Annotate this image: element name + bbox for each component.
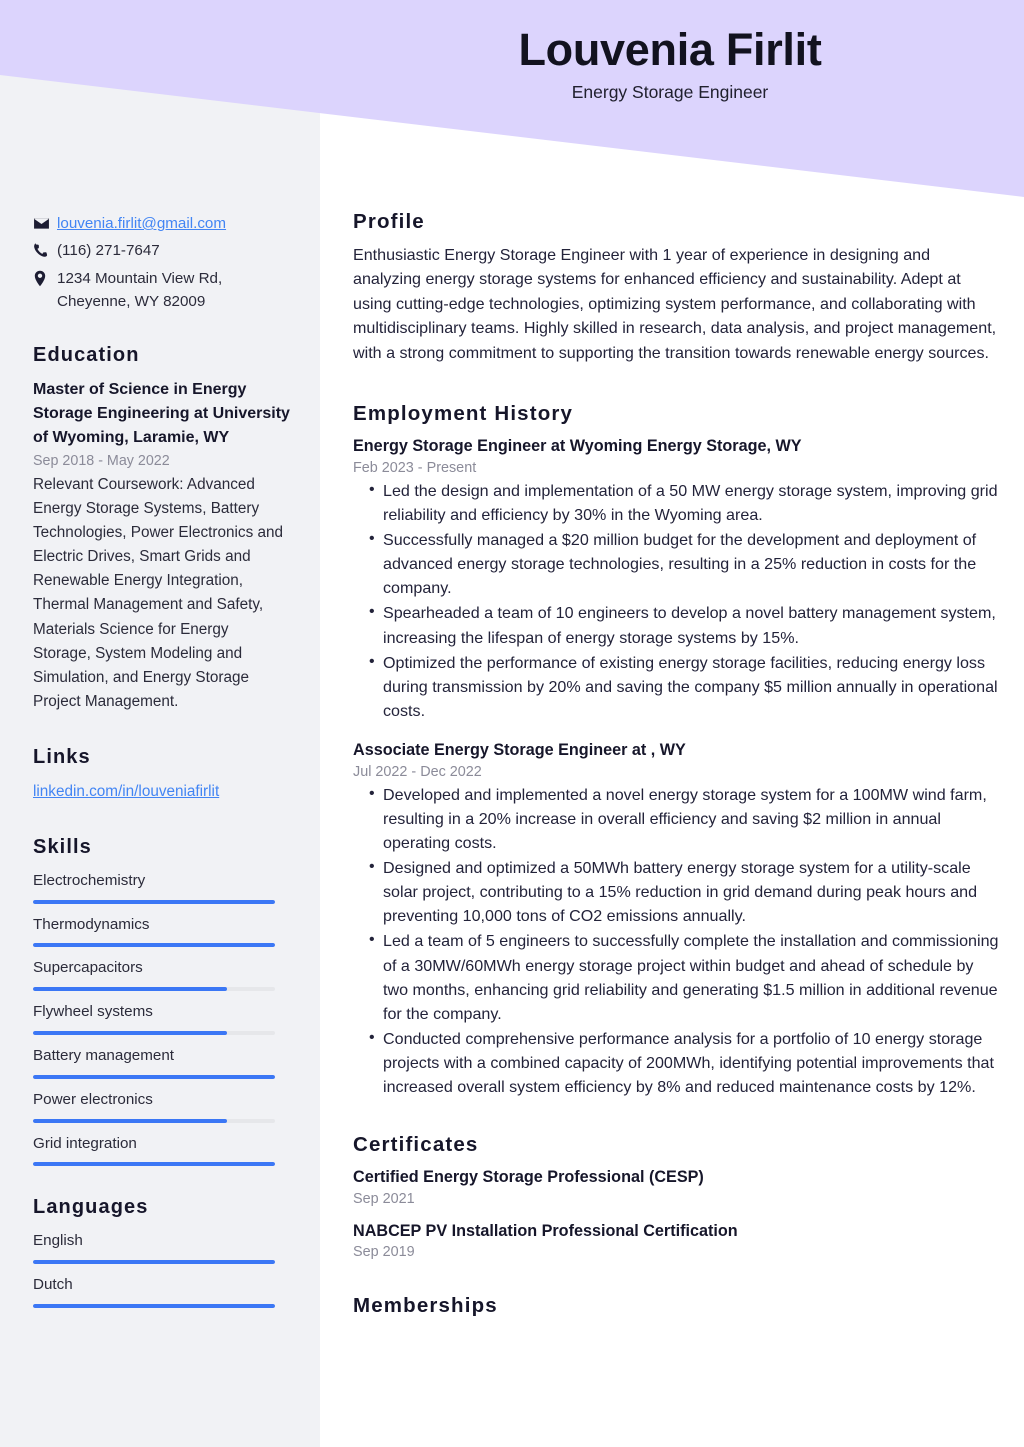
skill-level-fill <box>33 987 227 991</box>
language-level-fill <box>33 1260 275 1264</box>
skill-level-track <box>33 943 275 947</box>
skill-label: Supercapacitors <box>33 959 143 977</box>
contact-email-row <box>33 212 290 235</box>
education-degree: Master of Science in Energy Storage Engineering at University of Wyoming, Laramie, WY <box>33 380 290 447</box>
memberships-heading: Memberships <box>353 1294 498 1318</box>
certificates-heading: Certificates <box>353 1133 479 1157</box>
education-entry <box>33 378 290 715</box>
skill-label: Flywheel systems <box>33 1003 153 1021</box>
education-heading: Education <box>33 343 140 366</box>
certificate-name: NABCEP PV Installation Professional Certification <box>353 1221 738 1240</box>
skill-label: Electrochemistry <box>33 871 146 889</box>
skill-label: Thermodynamics <box>33 915 150 933</box>
resume-header <box>330 26 1010 103</box>
main-column <box>353 0 999 1328</box>
contact-phone-row <box>33 239 290 262</box>
job-entry <box>353 435 999 723</box>
language-row <box>33 1274 290 1308</box>
phone-number: (116) 271-7647 <box>57 242 160 260</box>
language-level-track <box>33 1304 275 1308</box>
links-heading: Links <box>33 746 91 769</box>
job-bullet: • Developed and implemented a novel energy storage system for a 100MW wind farm, resulting in a 20% increase in overall efficiency and saving $2 million in annual operating costs. <box>353 783 999 855</box>
language-row <box>33 1230 290 1264</box>
job-title: Energy Storage Engineer at Wyoming Energy Storage, WY <box>353 437 802 456</box>
link-item <box>33 780 290 804</box>
skill-label: Power electronics <box>33 1090 153 1108</box>
skill-row <box>33 1045 290 1079</box>
skill-level-track <box>33 1031 275 1035</box>
phone-icon <box>33 239 57 258</box>
profile-section <box>353 210 999 365</box>
certificate-date: Sep 2019 <box>353 1244 415 1261</box>
skill-level-fill <box>33 900 275 904</box>
envelope-icon <box>33 212 57 232</box>
education-dates: Sep 2018 - May 2022 <box>33 452 170 469</box>
certificate-date: Sep 2021 <box>353 1190 415 1207</box>
language-label: English <box>33 1232 83 1250</box>
job-bullet: • Designed and optimized a 50MWh battery energy storage system for a utility-scale solar project, contributing to a 15% reduction in grid demand during peak hours and preventing 10,000 tons of CO2 emissions annually. <box>353 856 999 928</box>
skills-list <box>33 870 290 1167</box>
certificate-name: Certified Energy Storage Professional (CESP) <box>353 1168 704 1187</box>
skill-level-track <box>33 1119 275 1123</box>
skill-level-fill <box>33 1031 227 1035</box>
skills-section <box>33 836 290 1167</box>
skill-level-track <box>33 1162 275 1166</box>
skills-heading: Skills <box>33 835 92 858</box>
skill-row <box>33 1089 290 1123</box>
candidate-job-title: Energy Storage Engineer <box>571 81 769 102</box>
memberships-section <box>353 1294 999 1318</box>
skill-label: Grid integration <box>33 1134 137 1152</box>
sidebar <box>0 0 320 1338</box>
contact-address-row <box>33 267 290 314</box>
job-dates: Jul 2022 - Dec 2022 <box>353 763 482 780</box>
education-section <box>33 344 290 715</box>
skill-level-track <box>33 987 275 991</box>
job-bullet: • Conducted comprehensive performance analysis for a portfolio of 10 energy storage projects with a combined capacity of 200MWh, identifying potential improvements that increased overall system efficiency by 8% and reduced maintenance costs by 12%. <box>353 1027 999 1099</box>
languages-section <box>33 1196 290 1308</box>
job-bullet-list <box>353 479 999 723</box>
skill-level-track <box>33 1075 275 1079</box>
address-line-2: Cheyenne, WY 82009 <box>57 293 206 311</box>
job-bullet-list <box>353 783 999 1100</box>
languages-list <box>33 1230 290 1308</box>
language-level-fill <box>33 1304 275 1308</box>
job-bullet: • Led a team of 5 engineers to successfully complete the installation and commissioning of a 30MW/60MWh energy storage project within budget and ahead of schedule by two months, enhancing grid reliability and generating $1.5 million in additional revenue for the company. <box>353 929 999 1026</box>
job-bullet: • Optimized the performance of existing energy storage facilities, reducing energy loss during transmission by 20% and saving the company $5 million annually in operational costs. <box>353 651 999 723</box>
email-link[interactable]: louvenia.firlit@gmail.com <box>57 215 227 232</box>
job-entry <box>353 739 999 1099</box>
employment-heading: Employment History <box>353 402 574 426</box>
skill-row <box>33 1001 290 1035</box>
job-bullet: • Spearheaded a team of 10 engineers to develop a novel battery management system, increasing the lifespan of energy storage systems by 15%. <box>353 601 999 649</box>
skill-level-fill <box>33 943 275 947</box>
address-line-1: 1234 Mountain View Rd, <box>57 269 223 287</box>
certificates-section <box>353 1133 999 1260</box>
job-title: Associate Energy Storage Engineer at , WY <box>353 741 686 760</box>
language-level-track <box>33 1260 275 1264</box>
skill-level-track <box>33 900 275 904</box>
skill-row <box>33 870 290 904</box>
certificate-entry <box>353 1166 999 1206</box>
languages-heading: Languages <box>33 1196 149 1219</box>
links-section <box>33 746 290 804</box>
candidate-name: Louvenia Firlit <box>518 24 822 75</box>
location-pin-icon <box>33 267 57 287</box>
linkedin-link[interactable]: linkedin.com/in/louveniafirlit <box>33 783 220 801</box>
skill-row <box>33 957 290 991</box>
employment-section <box>353 402 999 1099</box>
job-dates: Feb 2023 - Present <box>353 459 477 476</box>
profile-heading: Profile <box>353 210 425 233</box>
skill-row <box>33 914 290 948</box>
certificates-list <box>353 1166 999 1260</box>
jobs-list <box>353 435 999 1099</box>
skill-level-fill <box>33 1162 275 1166</box>
skill-level-fill <box>33 1119 227 1123</box>
profile-text: Enthusiastic Energy Storage Engineer with 1 year of experience in designing and analyzing energy storage systems for enhanced efficiency and sustainability. Adept at using cutting-edge technologies, optimizing system performance, and collaborating with multidisciplinary teams. Highly skilled in research, data analysis, and project management, with a strong commitment to supporting the transition towards renewable energy sources. <box>353 246 997 362</box>
skill-row <box>33 1133 290 1167</box>
contact-info <box>33 212 290 314</box>
job-bullet: • Successfully managed a $20 million budget for the development and deployment of advanced energy storage technologies, resulting in a 25% reduction in costs for the company. <box>353 528 999 600</box>
skill-level-fill <box>33 1075 275 1079</box>
skill-label: Battery management <box>33 1047 174 1065</box>
job-bullet: • Led the design and implementation of a 50 MW energy storage system, improving grid reliability and efficiency by 30% in the Wyoming area. <box>353 479 999 527</box>
language-label: Dutch <box>33 1276 73 1294</box>
education-description: Relevant Coursework: Advanced Energy Storage Systems, Battery Technologies, Power Electronics and Electric Drives, Smart Grids and Renewable Energy Integration, Thermal Management and Safety, Materials Science for Energy Storage, System Modeling and Simulation, and Energy Storage Project Management. <box>33 475 283 710</box>
certificate-entry <box>353 1220 999 1260</box>
